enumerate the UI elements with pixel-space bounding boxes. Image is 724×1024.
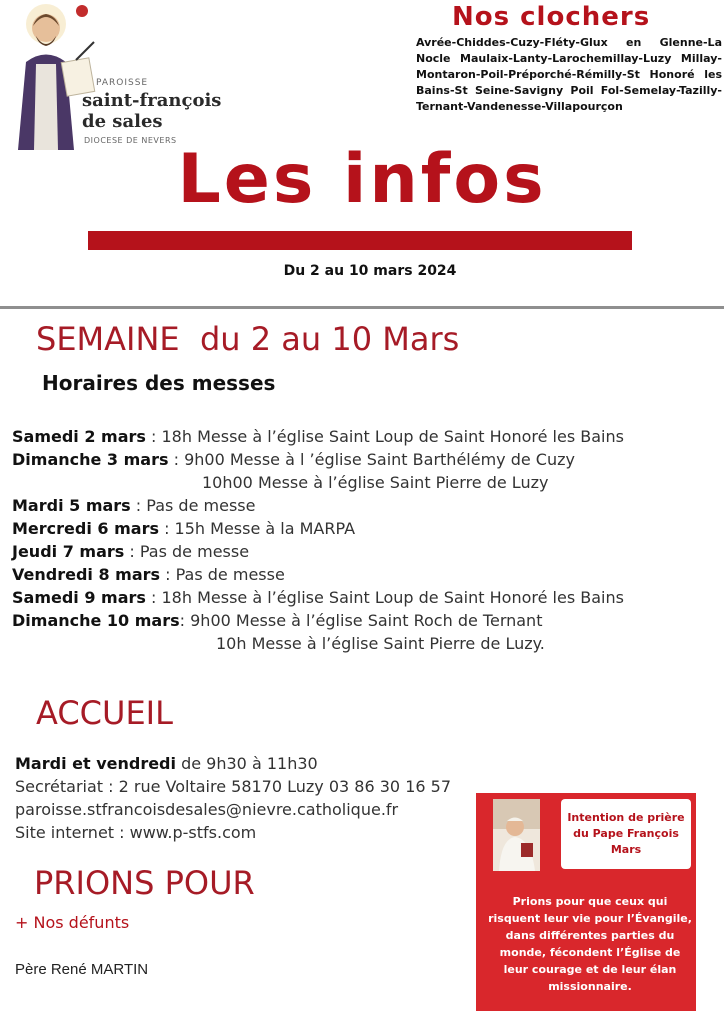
intention-card-line1: Intention de prière (567, 811, 685, 824)
schedule-detail: : 18h Messe à l’église Saint Loup de Saint Honoré les Bains (145, 427, 624, 446)
accueil-hours-value: de 9h30 à 11h30 (176, 754, 318, 773)
section-divider (0, 306, 724, 309)
page-title: Les infos (177, 140, 547, 219)
schedule-detail: : 18h Messe à l’église Saint Loup de Saint Honoré les Bains (145, 588, 624, 607)
accueil-secretariat: Secrétariat : 2 rue Voltaire 58170 Luzy 03 86 30 16 57 (15, 777, 451, 796)
accueil-info (15, 752, 451, 844)
logo-name-line1: saint-françois (82, 90, 222, 111)
mass-schedule (12, 425, 717, 655)
intention-card (561, 799, 691, 869)
schedule-row (12, 494, 717, 517)
schedule-row (12, 517, 717, 540)
schedule-day: Samedi 9 mars (12, 588, 146, 607)
schedule-day: Dimanche 10 mars (12, 611, 180, 630)
logo-name-line2: de sales (82, 111, 163, 132)
clochers-title: Nos clochers (452, 2, 651, 32)
schedule-row (12, 586, 717, 609)
defunts-line: + Nos défunts (15, 913, 130, 932)
accueil-heading: ACCUEIL (36, 694, 173, 732)
schedule-row-continued (12, 471, 717, 494)
schedule-row (12, 563, 717, 586)
pope-photo (493, 799, 540, 871)
schedule-row-continued (12, 632, 717, 655)
schedule-day: Vendredi 8 mars (12, 565, 161, 584)
schedule-detail: 10h Messe à l’église Saint Pierre de Luzy. (216, 634, 545, 653)
schedule-day: Mardi 5 mars (12, 496, 131, 515)
schedule-day: Mercredi 6 mars (12, 519, 159, 538)
horaires-heading: Horaires des messes (42, 371, 276, 395)
schedule-detail: : 15h Messe à la MARPA (158, 519, 356, 538)
accueil-hours-label: Mardi et vendredi (15, 754, 176, 773)
schedule-detail: : Pas de messe (160, 565, 285, 584)
schedule-detail: : Pas de messe (124, 542, 250, 561)
schedule-row (12, 540, 717, 563)
title-underline-bar (88, 231, 632, 250)
schedule-row (12, 448, 717, 471)
clochers-list: Avrée-Chiddes-Cuzy-Fléty-Glux en Glenne-La Nocle Maulaix-Lanty-Larochemillay-Luzy Millay-Montaron-Poil-Préporché-Rémilly-St Honoré les Bains-St Seine-Savigny Poil Fol-Semelay-Tazilly-Ternant-Vandenesse-Villapourçon (416, 36, 722, 113)
pere-name: Père René MARTIN (15, 961, 149, 978)
schedule-day: Jeudi 7 mars (12, 542, 125, 561)
schedule-day: Dimanche 3 mars (12, 450, 169, 469)
schedule-detail: : 9h00 Messe à l ’église Saint Barthélémy de Cuzy (168, 450, 575, 469)
intention-card-line3: Mars (610, 843, 642, 856)
schedule-detail: : 9h00 Messe à l’église Saint Roch de Ternant (179, 611, 543, 630)
schedule-day: Samedi 2 mars (12, 427, 146, 446)
schedule-detail: 10h00 Messe à l’église Saint Pierre de Luzy (202, 473, 549, 492)
prions-heading: PRIONS POUR (34, 864, 255, 902)
schedule-row (12, 425, 717, 448)
accueil-email[interactable]: paroisse.stfrancoisdesales@nievre.catholique.fr (15, 800, 399, 819)
schedule-detail: : Pas de messe (130, 496, 256, 515)
schedule-row (12, 609, 717, 632)
logo-paroisse-label: PAROISSE (96, 78, 149, 88)
intention-card-line2: du Pape François (573, 827, 679, 840)
date-range: Du 2 au 10 mars 2024 (283, 263, 457, 279)
semaine-heading: SEMAINE du 2 au 10 Mars (36, 320, 460, 358)
accueil-website[interactable]: Site internet : www.p-stfs.com (15, 823, 257, 842)
accueil-hours (15, 752, 451, 775)
intention-text: Prions pour que ceux qui risquent leur vie pour l’Évangile, dans différentes parties du monde, fécondent l’Église de leur courage et de leur élan missionnaire. (488, 895, 692, 993)
logo-diocese-label: DIOCESE DE NEVERS (84, 136, 177, 145)
